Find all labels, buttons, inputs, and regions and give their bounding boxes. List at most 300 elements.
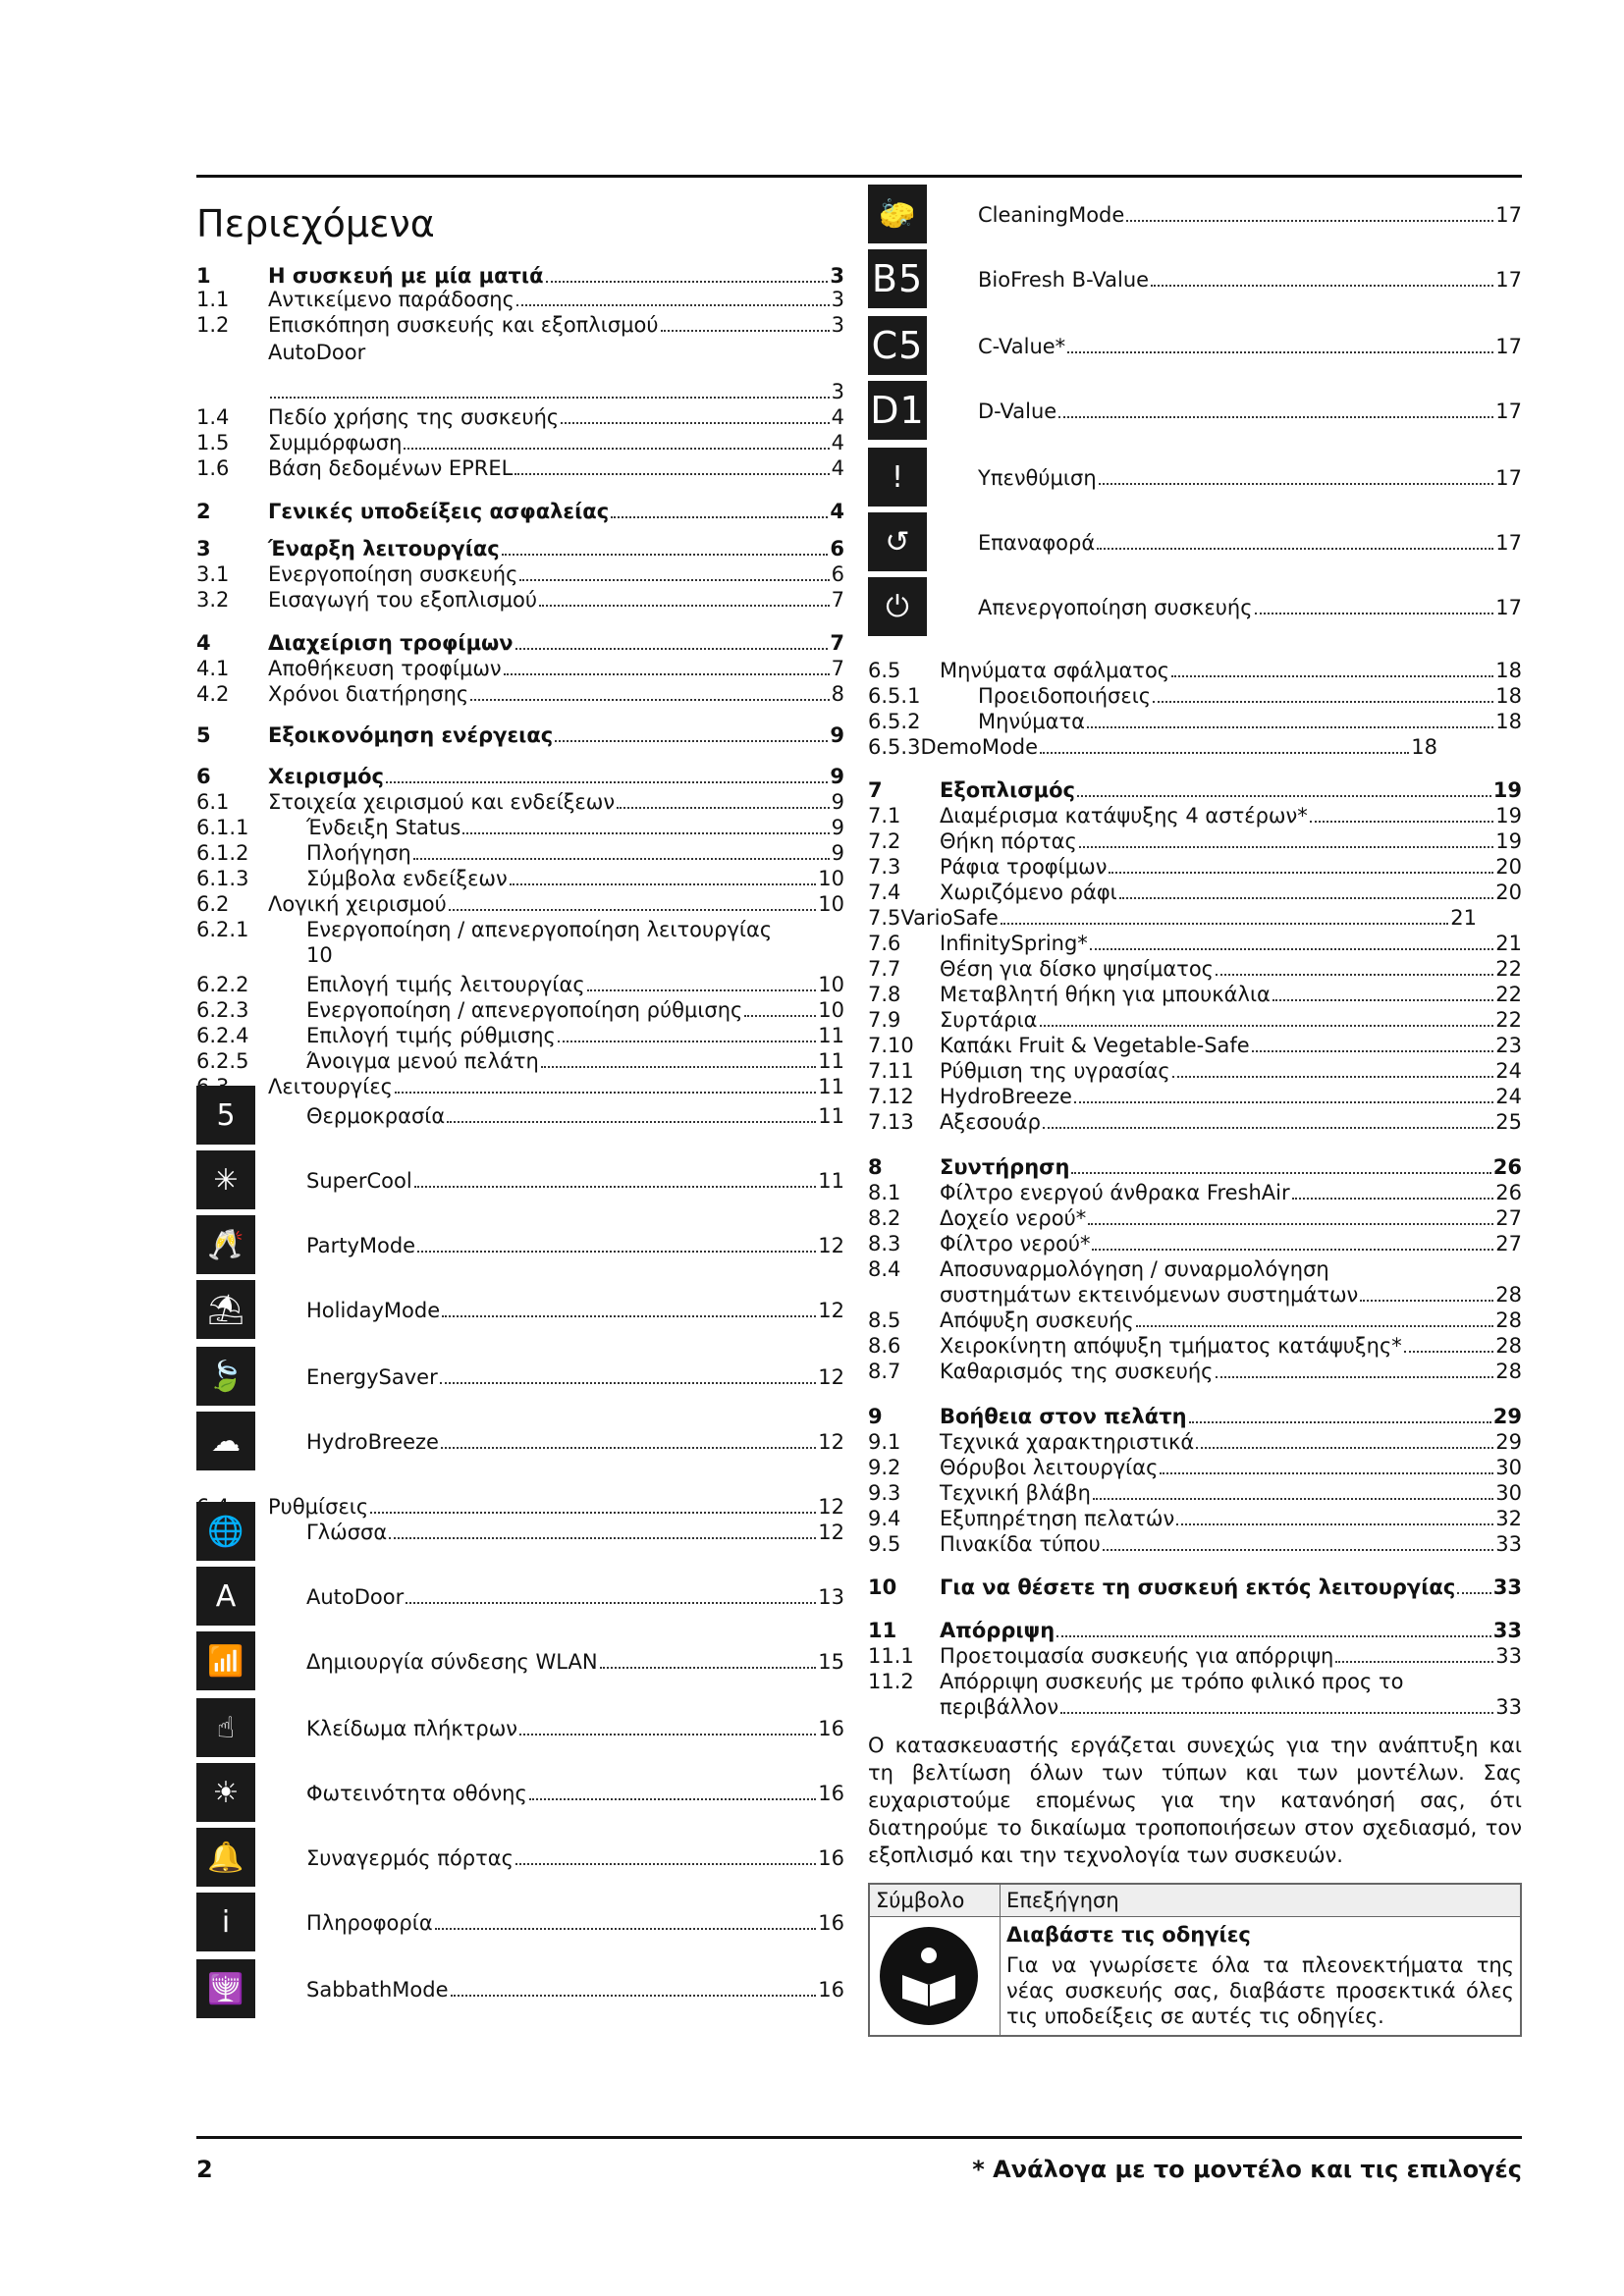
d-value-icon: D1 xyxy=(868,381,927,440)
toc-entry[interactable] xyxy=(196,1074,844,1099)
toc-entry[interactable] xyxy=(306,1845,844,1871)
toc-number: 11 xyxy=(868,1619,897,1642)
toc-number: 7.9 xyxy=(868,1008,901,1032)
toc-title: Γλώσσα xyxy=(306,1521,388,1544)
toc-page: 28 xyxy=(1495,1334,1522,1358)
toc-entry[interactable] xyxy=(196,312,844,338)
toc-entry[interactable] xyxy=(196,287,844,312)
toc-entry[interactable] xyxy=(196,972,844,997)
toc-title: SuperCool xyxy=(306,1169,412,1193)
toc-entry[interactable] xyxy=(868,1575,1522,1600)
toc-entry[interactable] xyxy=(196,942,844,968)
toc-entry[interactable] xyxy=(868,931,1522,956)
toc-leader xyxy=(1099,483,1494,485)
toc-title: Λογική χειρισμού xyxy=(268,892,447,916)
toc-page: 27 xyxy=(1495,1206,1522,1230)
toc-number: 1.6 xyxy=(196,456,230,480)
toc-leader xyxy=(1310,821,1494,823)
toc-entry[interactable] xyxy=(306,1233,844,1258)
toc-title: συστημάτων εκτεινόμενων συστημάτων xyxy=(940,1283,1359,1307)
toc-entry[interactable] xyxy=(306,1298,844,1323)
toc-page: 11 xyxy=(818,1075,844,1098)
toc-title: Διαχείριση τροφίμων xyxy=(268,631,514,655)
toc-leader xyxy=(1176,1523,1493,1525)
toc-entry[interactable] xyxy=(978,334,1522,359)
toc-number: 6.1 xyxy=(196,790,230,814)
toc-leader xyxy=(1189,1421,1491,1423)
toc-number: 9.2 xyxy=(868,1456,901,1479)
toc-page: 20 xyxy=(1495,881,1522,904)
toc-number: 6.5.1 xyxy=(868,684,921,708)
supercool-icon: ✳ xyxy=(196,1150,255,1209)
toc-entry[interactable] xyxy=(868,803,1522,828)
toc-number: 6.2 xyxy=(196,892,230,916)
toc-entry[interactable] xyxy=(978,595,1522,620)
toc-page: 20 xyxy=(1495,855,1522,879)
language-globe-icon: 🌐 xyxy=(196,1502,255,1561)
toc-number: 7 xyxy=(868,778,883,802)
toc-page: 17 xyxy=(1495,335,1522,358)
toc-entry[interactable] xyxy=(196,1023,844,1048)
toc-page: 28 xyxy=(1495,1360,1522,1383)
toc-page: 9 xyxy=(831,841,844,865)
toc-number: 11.1 xyxy=(868,1644,914,1668)
toc-leader xyxy=(558,1041,816,1042)
toc-entry[interactable] xyxy=(868,1669,1522,1694)
top-rule xyxy=(196,175,1522,178)
toc-title: Δοχείο νερού* xyxy=(940,1206,1087,1230)
toc-title: Βοήθεια στον πελάτη xyxy=(940,1405,1187,1428)
toc-page: 29 xyxy=(1492,1405,1522,1428)
toc-leader xyxy=(406,1602,816,1604)
toc-entry[interactable] xyxy=(196,379,844,404)
toc-entry[interactable] xyxy=(196,499,844,524)
toc-title: AutoDoor xyxy=(268,341,366,364)
toc-page: 16 xyxy=(818,1782,844,1805)
toc-title: Πλοήγηση xyxy=(306,841,411,865)
toc-page: 12 xyxy=(818,1430,844,1454)
toc-number: 9.4 xyxy=(868,1507,901,1530)
toc-page: 12 xyxy=(818,1365,844,1389)
toc-leader xyxy=(1216,1376,1494,1378)
toc-entry[interactable] xyxy=(868,1180,1522,1205)
toc-entry[interactable] xyxy=(868,828,1522,854)
brightness-icon: ☀ xyxy=(196,1763,255,1822)
toc-title: Μεταβλητή θήκη για μπουκάλια xyxy=(940,983,1271,1006)
toc-page: 10 xyxy=(818,867,844,890)
toc-number: 11.2 xyxy=(868,1670,914,1693)
toc-title: Σύμβολα ενδείξεων xyxy=(306,867,508,890)
toc-page: 10 xyxy=(818,892,844,916)
toc-number: 7.11 xyxy=(868,1059,914,1083)
page-title: Περιεχόμενα xyxy=(196,202,435,245)
toc-title: Πινακίδα τύπου xyxy=(940,1532,1101,1556)
toc-title: Ενεργοποίηση / απενεργοποίηση λειτουργίας xyxy=(306,918,773,941)
toc-number: 1.4 xyxy=(196,405,230,429)
symbol-table xyxy=(868,1883,1522,2037)
toc-entry[interactable] xyxy=(868,1531,1522,1557)
toc-entry[interactable] xyxy=(306,1364,844,1390)
toc-number: 1.5 xyxy=(196,431,230,454)
toc-title: Απενεργοποίηση συσκευής xyxy=(978,596,1253,619)
toc-entry[interactable] xyxy=(868,1282,1522,1308)
toc-page: 33 xyxy=(1495,1532,1522,1556)
toc-number: 7.8 xyxy=(868,983,901,1006)
toc-number: 8.6 xyxy=(868,1334,901,1358)
toc-number: 8.5 xyxy=(868,1308,901,1332)
toc-entry[interactable] xyxy=(868,1256,1522,1282)
toc-title: Αποθήκευση τροφίμων xyxy=(268,657,502,680)
toc-page: 16 xyxy=(818,1846,844,1870)
toc-leader xyxy=(1103,1549,1494,1551)
toc-page: 12 xyxy=(818,1495,844,1519)
toc-entry[interactable] xyxy=(196,656,844,681)
toc-leader xyxy=(1360,1300,1493,1302)
toc-entry[interactable] xyxy=(868,777,1522,803)
toc-entry[interactable] xyxy=(868,683,1522,709)
toc-entry[interactable] xyxy=(306,1910,844,1936)
toc-page: 22 xyxy=(1495,1008,1522,1032)
toc-title: Ενεργοποίηση / απενεργοποίηση ρύθμισης xyxy=(306,998,743,1022)
toc-title: Διαμέρισμα κατάψυξης 4 αστέρων* xyxy=(940,804,1308,828)
toc-title: BioFresh B-Value xyxy=(978,268,1150,292)
toc-title: Καπάκι Fruit & Vegetable-Safe xyxy=(940,1034,1250,1057)
toc-number: 7.13 xyxy=(868,1110,914,1134)
toc-leader xyxy=(1457,1592,1490,1594)
toc-page: 12 xyxy=(818,1299,844,1322)
toc-entry[interactable] xyxy=(306,1781,844,1806)
read-manual-title: Διαβάστε τις οδηγίες xyxy=(1006,1923,1251,1947)
toc-title: Χωριζόμενο ράφι xyxy=(940,881,1117,904)
toc-entry[interactable] xyxy=(196,430,844,455)
toc-title: Απόψυξη συσκευής xyxy=(940,1308,1134,1332)
toc-entry[interactable] xyxy=(196,815,844,840)
toc-title: Εξοικονόμηση ενέργειας xyxy=(268,723,554,747)
toc-leader xyxy=(546,281,829,283)
toc-page: 24 xyxy=(1495,1085,1522,1108)
toc-leader xyxy=(1090,948,1493,950)
toc-entry[interactable] xyxy=(196,263,844,289)
toc-leader xyxy=(1171,675,1493,677)
toc-leader xyxy=(404,448,829,450)
toc-title: Μηνύματα σφάλματος xyxy=(940,659,1170,682)
energysaver-icon: 🍃 xyxy=(196,1347,255,1406)
toc-title: AutoDoor xyxy=(306,1585,405,1609)
toc-title: Επαναφορά xyxy=(978,531,1096,555)
toc-entry[interactable] xyxy=(868,1308,1522,1333)
toc-title: Κλείδωμα πλήκτρων xyxy=(306,1717,518,1740)
toc-entry[interactable] xyxy=(196,455,844,481)
toc-entry[interactable] xyxy=(196,1048,844,1074)
toc-leader xyxy=(413,858,830,860)
toc-entry[interactable] xyxy=(868,1404,1522,1429)
toc-page: 12 xyxy=(818,1234,844,1257)
toc-entry[interactable] xyxy=(196,561,844,587)
toc-entry[interactable] xyxy=(868,709,1522,734)
toc-title: Άνοιγμα μενού πελάτη xyxy=(306,1049,539,1073)
toc-leader xyxy=(519,579,829,581)
toc-page: 6 xyxy=(830,537,844,561)
toc-leader xyxy=(270,397,830,399)
toc-leader xyxy=(617,807,830,809)
toc-number: 1.1 xyxy=(196,288,230,311)
toc-entry[interactable] xyxy=(868,956,1522,982)
toc-title: Πληροφορία xyxy=(306,1911,433,1935)
toc-page: 12 xyxy=(818,1521,844,1544)
toc-title: PartyMode xyxy=(306,1234,416,1257)
toc-title: Φίλτρο ενεργού άνθρακα FreshAir xyxy=(940,1181,1290,1204)
toc-title: DemoMode xyxy=(920,735,1039,759)
toc-leader xyxy=(389,1537,816,1539)
toc-title: Βάση δεδομένων EPREL xyxy=(268,456,514,480)
toc-number: 4.2 xyxy=(196,682,230,706)
toc-page: 7 xyxy=(831,657,844,680)
toc-entry[interactable] xyxy=(196,917,844,942)
toc-entry[interactable] xyxy=(868,1480,1522,1506)
toc-entry[interactable] xyxy=(196,630,844,656)
toc-number: 9 xyxy=(868,1405,883,1428)
toc-entry[interactable] xyxy=(196,764,844,789)
toc-page: 33 xyxy=(1492,1619,1522,1642)
toc-leader xyxy=(449,909,816,911)
toc-page: 8 xyxy=(831,682,844,706)
sabbath-icon: 🕎 xyxy=(196,1959,255,2018)
toc-entry[interactable] xyxy=(868,658,1522,683)
toc-page: 11 xyxy=(818,1049,844,1073)
toc-entry[interactable] xyxy=(868,905,1477,931)
toc-leader xyxy=(1060,1712,1493,1714)
toc-entry[interactable] xyxy=(868,1033,1522,1058)
toc-leader xyxy=(442,1315,816,1317)
toc-number: 8.1 xyxy=(868,1181,901,1204)
toc-title: Θήκη πόρτας xyxy=(940,829,1077,853)
toc-entry[interactable] xyxy=(868,1694,1522,1720)
toc-entry[interactable] xyxy=(196,891,844,917)
toc-entry[interactable] xyxy=(306,1584,844,1610)
toc-entry[interactable] xyxy=(868,1154,1522,1180)
toc-title: Φίλτρο νερού* xyxy=(940,1232,1091,1255)
toc-entry[interactable] xyxy=(196,997,844,1023)
toc-entry[interactable] xyxy=(196,1494,844,1520)
toc-page: 16 xyxy=(818,1911,844,1935)
toc-number: 8 xyxy=(868,1155,883,1179)
toc-page: 30 xyxy=(1495,1456,1522,1479)
toc-leader xyxy=(417,1251,816,1253)
toc-leader xyxy=(661,330,830,332)
toc-page: 7 xyxy=(831,588,844,612)
toc-page: 23 xyxy=(1495,1034,1522,1057)
toc-title: Θέση για δίσκο ψησίματος xyxy=(940,957,1214,981)
toc-number: 9.1 xyxy=(868,1430,901,1454)
toc-page: 4 xyxy=(830,500,844,523)
toc-title: Αποσυναρμολόγηση / συναρμολόγηση xyxy=(940,1257,1329,1281)
toc-page: 21 xyxy=(1450,906,1477,930)
toc-leader xyxy=(1196,1447,1493,1449)
toc-entry[interactable] xyxy=(868,1084,1522,1109)
toc-title: Ρύθμιση της υγρασίας xyxy=(940,1059,1170,1083)
toc-title: Θερμοκρασία xyxy=(306,1104,446,1128)
toc-entry[interactable] xyxy=(196,404,844,430)
toc-entry[interactable] xyxy=(868,1007,1522,1033)
toc-entry[interactable] xyxy=(196,789,844,815)
reset-icon: ↺ xyxy=(868,512,927,571)
toc-title: Φωτεινότητα οθόνης xyxy=(306,1782,527,1805)
toc-title: Προετοιμασία συσκευής για απόρριψη xyxy=(940,1644,1334,1668)
toc-title: EnergySaver xyxy=(306,1365,438,1389)
toc-page: 32 xyxy=(1495,1507,1522,1530)
toc-entry[interactable] xyxy=(196,681,844,707)
toc-leader xyxy=(462,832,829,834)
toc-entry[interactable] xyxy=(978,202,1522,228)
toc-leader xyxy=(1216,974,1493,976)
toc-leader xyxy=(1074,1101,1493,1103)
toc-leader xyxy=(519,1734,816,1735)
toc-title: Έναρξη λειτουργίας xyxy=(268,537,500,561)
power-off-icon: ⏻ xyxy=(868,577,927,636)
toc-entry[interactable] xyxy=(868,1618,1522,1643)
toc-page: 33 xyxy=(1492,1575,1522,1599)
toc-title: SabbathMode xyxy=(306,1978,449,2002)
toc-entry[interactable] xyxy=(868,1643,1522,1669)
explanation-header: Επεξήγηση xyxy=(1001,1884,1522,1917)
toc-page: 33 xyxy=(1495,1695,1522,1719)
toc-number: 2 xyxy=(196,500,211,523)
toc-leader xyxy=(1001,923,1448,925)
toc-page: 22 xyxy=(1495,957,1522,981)
toc-entry[interactable] xyxy=(978,530,1522,556)
toc-entry[interactable] xyxy=(868,1506,1522,1531)
bottom-rule xyxy=(196,2136,1522,2139)
toc-number: 8.7 xyxy=(868,1360,901,1383)
toc-title: 10 xyxy=(306,943,333,967)
toc-leader xyxy=(1040,752,1409,754)
toc-entry[interactable] xyxy=(196,722,844,748)
toc-entry[interactable] xyxy=(868,854,1522,880)
toc-number: 4 xyxy=(196,631,211,655)
toc-leader xyxy=(744,1015,816,1017)
toc-entry[interactable] xyxy=(196,840,844,866)
toc-page: 13 xyxy=(818,1585,844,1609)
toc-entry[interactable] xyxy=(306,1977,844,2002)
toc-page: 4 xyxy=(831,456,844,480)
toc-title: Επιλογή τιμής ρύθμισης xyxy=(306,1024,556,1047)
toc-leader xyxy=(555,740,828,742)
toc-entry[interactable] xyxy=(306,1429,844,1455)
toc-entry[interactable] xyxy=(306,1103,844,1129)
door-alarm-icon: 🔔 xyxy=(196,1828,255,1887)
toc-page: 27 xyxy=(1495,1232,1522,1255)
toc-number: 7.7 xyxy=(868,957,901,981)
toc-number: 7.1 xyxy=(868,804,901,828)
toc-entry[interactable] xyxy=(978,465,1522,491)
toc-entry[interactable] xyxy=(868,1429,1522,1455)
toc-number: 4.1 xyxy=(196,657,230,680)
toc-entry[interactable] xyxy=(868,982,1522,1007)
toc-page: 3 xyxy=(831,380,844,403)
toc-page: 7 xyxy=(830,631,844,655)
toc-title: Τεχνική βλάβη xyxy=(940,1481,1091,1505)
toc-number: 7.2 xyxy=(868,829,901,853)
toc-number: 6.2.3 xyxy=(196,998,249,1022)
toc-title: Επιλογή τιμής λειτουργίας xyxy=(306,973,585,996)
toc-entry[interactable] xyxy=(978,399,1522,424)
toc-entry[interactable] xyxy=(868,880,1522,905)
toc-title: Τεχνικά χαρακτηριστικά xyxy=(940,1430,1195,1454)
toc-number: 7.12 xyxy=(868,1085,914,1108)
info-icon: i xyxy=(196,1893,255,1951)
toc-page: 17 xyxy=(1495,268,1522,292)
toc-title: Αξεσουάρ xyxy=(940,1110,1041,1134)
toc-leader xyxy=(1272,999,1493,1001)
toc-page: 19 xyxy=(1495,829,1522,853)
toc-number: 9.5 xyxy=(868,1532,901,1556)
toc-entry[interactable] xyxy=(868,1359,1522,1384)
toc-entry[interactable] xyxy=(306,1649,844,1675)
toc-page: 3 xyxy=(830,264,844,288)
toc-number: 8.4 xyxy=(868,1257,901,1281)
toc-entry[interactable] xyxy=(196,340,844,365)
toc-leader xyxy=(1056,1635,1491,1637)
toc-leader xyxy=(451,1995,817,1997)
toc-leader xyxy=(504,673,830,675)
toc-page: 10 xyxy=(818,998,844,1022)
toc-entry[interactable] xyxy=(868,1455,1522,1480)
toc-number: 3.1 xyxy=(196,562,230,586)
toc-leader xyxy=(1292,1198,1494,1200)
toc-entry[interactable] xyxy=(196,587,844,613)
toc-title: Εξυπηρέτηση πελατών xyxy=(940,1507,1175,1530)
read-manual-text: Για να γνωρίσετε όλα τα πλεονεκτήματα της νέας συσκευής σας, διαβάστε προσεκτικά όλες τις υποδείξεις σε αυτές τις οδηγίες. xyxy=(1006,1953,1514,2028)
toc-title: Συναγερμός πόρτας xyxy=(306,1846,514,1870)
toc-page: 28 xyxy=(1495,1283,1522,1307)
toc-number: 7.6 xyxy=(868,932,901,955)
toc-entry[interactable] xyxy=(868,1109,1522,1135)
toc-entry[interactable] xyxy=(868,1231,1522,1256)
toc-title: Απόρριψη συσκευής με τρόπο φιλικό προς το xyxy=(940,1670,1404,1693)
toc-entry[interactable] xyxy=(978,267,1522,293)
toc-number: 8.2 xyxy=(868,1206,901,1230)
toc-entry[interactable] xyxy=(306,1520,844,1545)
read-manual-explanation-cell xyxy=(1001,1917,1522,2037)
toc-leader xyxy=(1079,846,1493,848)
toc-entry[interactable] xyxy=(196,536,844,561)
toc-leader xyxy=(510,883,817,885)
toc-leader xyxy=(1092,1249,1493,1251)
toc-number: 6.5.2 xyxy=(868,710,921,733)
toc-page: 3 xyxy=(831,313,844,337)
toc-entry[interactable] xyxy=(868,1205,1522,1231)
toc-entry[interactable] xyxy=(868,1058,1522,1084)
toc-page: 29 xyxy=(1495,1430,1522,1454)
toc-entry[interactable] xyxy=(306,1716,844,1741)
symbol-header: Σύμβολο xyxy=(869,1884,1001,1917)
toc-leader xyxy=(470,699,829,701)
toc-page: 26 xyxy=(1495,1181,1522,1204)
toc-page: 16 xyxy=(818,1978,844,2002)
toc-entry[interactable] xyxy=(868,734,1437,760)
toc-leader xyxy=(1119,897,1493,899)
toc-entry[interactable] xyxy=(868,1333,1522,1359)
toc-title: Θόρυβοι λειτουργίας xyxy=(940,1456,1159,1479)
toc-title: VarioSafe xyxy=(900,906,999,930)
toc-leader xyxy=(515,648,829,650)
hydrobreeze-icon: ☁ xyxy=(196,1412,255,1470)
toc-number: 6.2.2 xyxy=(196,973,249,996)
toc-leader xyxy=(529,1798,816,1800)
toc-entry[interactable] xyxy=(306,1168,844,1194)
toc-entry[interactable] xyxy=(196,866,844,891)
toc-page: 28 xyxy=(1495,1308,1522,1332)
